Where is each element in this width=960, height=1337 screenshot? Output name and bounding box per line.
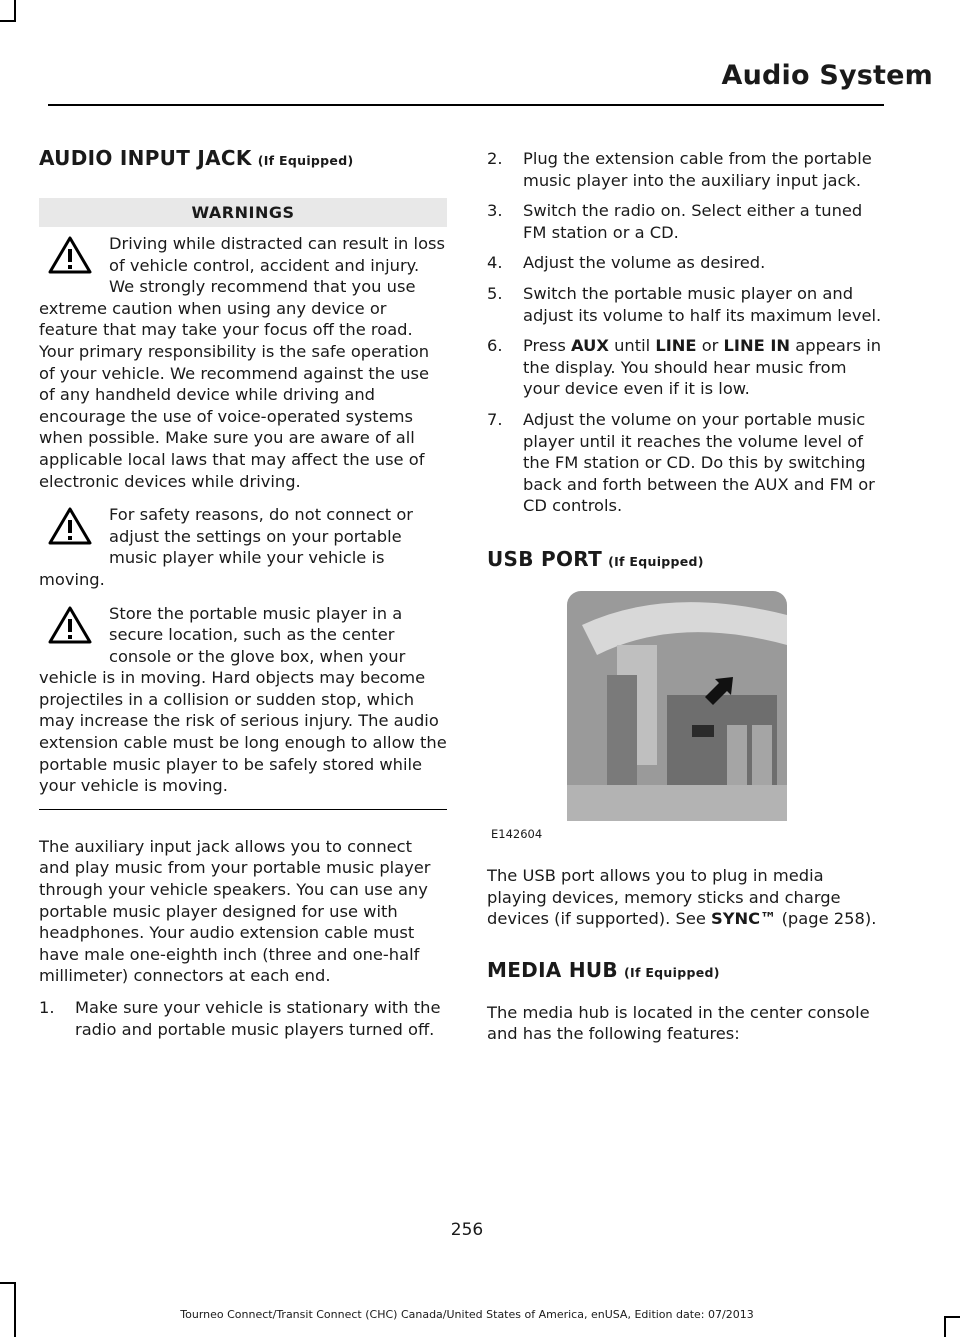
heading-text: MEDIA HUB bbox=[487, 957, 618, 982]
step-item bbox=[487, 148, 883, 191]
page-number: 256 bbox=[450, 1220, 484, 1240]
step-item bbox=[487, 283, 883, 326]
step-number: 1. bbox=[39, 998, 55, 1017]
section-heading-usb-port bbox=[487, 547, 883, 571]
intro-paragraph: The auxiliary input jack allows you to connect and play music from your portable music player through your vehicle speakers. You can use any portable music player designed for use with headphones. Your audio extension cable must have male one-eighth inch (three and one-half millimeter) connectors at each end. bbox=[39, 836, 431, 986]
media-hub-paragraph: The media hub is located in the center console and has the following features: bbox=[487, 1002, 870, 1044]
usb-text: (page 258). bbox=[776, 909, 877, 929]
step-item bbox=[487, 409, 883, 517]
warning-triangle-icon bbox=[39, 603, 109, 649]
usb-paragraph bbox=[487, 865, 883, 930]
step-text: Switch the radio on. Select either a tuned FM station or a CD. bbox=[523, 201, 863, 242]
crop-mark bbox=[944, 1316, 946, 1337]
warning-text: Driving while distracted can result in loss of vehicle control, accident and injury. We strongly recommend that you use extreme caution when using any device or feature that may take your focus off the road. Your primary responsibility is the safe operation of your vehicle. We recommend against the use of any handheld device while driving and encourage the use of voice-operated systems when possible. Make sure you are aware of all applicable local laws that may affect the use of electronic devices while driving. bbox=[39, 234, 445, 491]
warning-triangle-icon bbox=[39, 233, 109, 279]
warnings-box bbox=[39, 198, 447, 810]
usb-text: The USB port allows you to plug in media playing devices, memory sticks and charge devices (if supported). See bbox=[487, 865, 841, 929]
right-column bbox=[487, 148, 883, 1055]
crop-mark bbox=[944, 1316, 960, 1318]
figure-label: E142604 bbox=[489, 825, 546, 841]
warning-item bbox=[39, 504, 447, 590]
step-number: 4. bbox=[487, 253, 503, 273]
page-footer: Tourneo Connect/Transit Connect (CHC) Canada/United States of America, enUSA, Edition date: 07/2013 bbox=[180, 1308, 754, 1321]
heading-suffix: (If Equipped) bbox=[257, 153, 354, 168]
warnings-rule bbox=[39, 809, 447, 810]
page-header-title: Audio System bbox=[721, 60, 933, 91]
usb-port-figure bbox=[487, 585, 787, 841]
crop-mark bbox=[0, 20, 16, 22]
step-text: Plug the extension cable from the portable music player into the auxiliary input jack. bbox=[523, 149, 872, 190]
step-text: Adjust the volume on your portable music player until it reaches the volume level of the FM station or CD. Do this by switching back and forth between the AUX and FM or CD controls. bbox=[523, 409, 875, 516]
step-text: Make sure your vehicle is stationary with the radio and portable music players turned off. bbox=[75, 998, 441, 1039]
warnings-title: WARNINGS bbox=[39, 198, 447, 227]
step-text-part: until bbox=[608, 336, 656, 356]
step-number: 3. bbox=[487, 201, 503, 221]
step-text: Adjust the volume as desired. bbox=[523, 253, 766, 273]
warning-text: Store the portable music player in a secure location, such as the center console or the glove box, when your vehicle is in moving. Hard objects may become projectiles in a collision or sudden stop, which may increase the risk of serious injury. The audio extension cable must be long enough to allow the portable music player to be safely stored while your vehicle is moving. bbox=[39, 603, 447, 796]
step-text-part: appears in the display. You should hear music from your device even if it is low. bbox=[523, 336, 882, 399]
crop-mark bbox=[14, 0, 16, 22]
keyword-aux: AUX bbox=[571, 336, 609, 356]
step-text: Switch the portable music player on and adjust its volume to half its maximum level. bbox=[523, 283, 882, 325]
step-item bbox=[487, 335, 883, 400]
warning-triangle-icon bbox=[39, 504, 109, 550]
heading-text: AUDIO INPUT JACK bbox=[39, 146, 252, 170]
steps-list-left bbox=[39, 997, 447, 1040]
step-text-part: Press bbox=[523, 336, 572, 356]
steps-list-right bbox=[487, 148, 883, 517]
warning-text: For safety reasons, do not connect or adjust the settings on your portable music player while your vehicle is moving. bbox=[39, 505, 413, 589]
warning-item bbox=[39, 233, 447, 492]
step-number: 7. bbox=[487, 409, 503, 429]
keyword-line-in: LINE IN bbox=[723, 336, 791, 356]
crop-mark bbox=[0, 1282, 16, 1284]
warning-item bbox=[39, 603, 447, 797]
heading-text: USB PORT bbox=[487, 546, 603, 571]
heading-suffix: (If Equipped) bbox=[623, 964, 720, 980]
step-text-part: or bbox=[696, 336, 724, 356]
header-rule bbox=[48, 104, 884, 106]
step-number: 2. bbox=[487, 149, 503, 168]
step-text bbox=[523, 336, 881, 398]
sync-link[interactable]: SYNC™ bbox=[711, 909, 777, 929]
step-number: 6. bbox=[487, 336, 503, 356]
step-item bbox=[487, 200, 883, 243]
heading-suffix: (If Equipped) bbox=[608, 553, 704, 569]
step-item bbox=[39, 997, 447, 1040]
step-item bbox=[487, 252, 883, 274]
console-illustration bbox=[487, 585, 787, 841]
step-number: 5. bbox=[487, 283, 503, 303]
left-column bbox=[39, 140, 447, 1049]
section-heading-audio-input bbox=[39, 146, 447, 170]
keyword-line: LINE bbox=[655, 336, 697, 356]
section-heading-media-hub bbox=[487, 958, 883, 982]
